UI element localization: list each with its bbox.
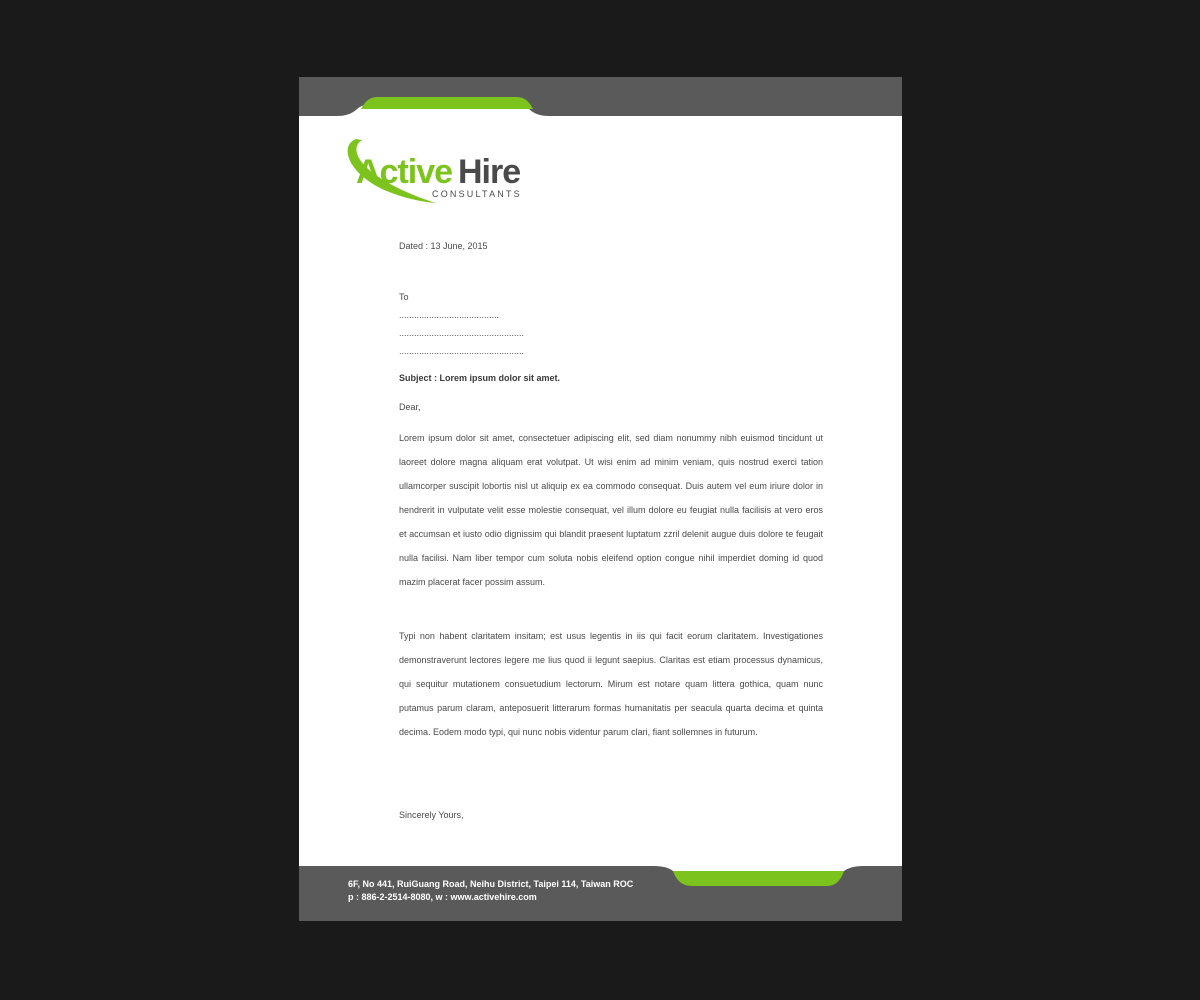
to-label: To: [399, 292, 409, 302]
letter-salutation: Dear,: [399, 402, 421, 412]
letterhead-page: [299, 77, 902, 921]
address-line: ..................................................: [399, 328, 525, 338]
footer-address: 6F, No 441, RuiGuang Road, Neihu District, Taipei 114, Taiwan ROC: [348, 879, 634, 889]
letter-paragraph: Lorem ipsum dolor sit amet, consectetuer adipiscing elit, sed diam nonummy nibh euismod tincidunt ut laoreet dolore magna aliquam erat volutpat. Ut wisi enim ad minim veniam, quis nostrud exerci tation ullamcorper suscipit lobortis nisl ut aliquip ex ea commodo consequat. Duis autem vel eum iriure dolor in hendrerit in vulputate velit esse molestie consequat, vel illum dolore eu feugiat nulla facilisis at vero eros et accumsan et iusto odio dignissim qui blandit praesent luptatum zzril delenit augue duis dolore te feugait nulla facilisi. Nam liber tempor cum soluta nobis eleifend option congue nihil imperdiet doming id quod mazim placerat facer possim assum.: [399, 433, 823, 587]
recipient-block: [399, 288, 524, 360]
letter-paragraph: Typi non habent claritatem insitam; est usus legentis in iis qui facit eorum claritatem. Investigationes demonstraverunt lectores legere me lius quod ii legunt saepius. Claritas est etiam processus dynamicus, qui sequitur mutationem consuetudium lectorum. Mirum est notare quam littera gothica, quam nunc putamus parum claram, anteposuerit litterarum formas humanitatis per seacula quarta decima et quinta decima. Eodem modo typi, qui nunc nobis videntur parum clari, fiant sollemnes in futurum.: [399, 631, 823, 737]
footer-green-tab: [673, 871, 844, 886]
letter-closing: Sincerely Yours,: [399, 810, 464, 820]
logo-word-active: Active: [356, 153, 453, 191]
logo-word-hire: Hire: [458, 153, 521, 191]
letter-subject: Subject : Lorem ipsum dolor sit amet.: [399, 373, 561, 383]
address-line: ........................................: [399, 310, 500, 320]
header-band: [299, 77, 902, 116]
footer-contact: [348, 878, 633, 904]
header-green-tab: [361, 97, 533, 109]
logo-tagline: CONSULTANTS: [432, 189, 522, 199]
letter-date: Dated : 13 June, 2015: [399, 241, 488, 251]
address-line: ..................................................: [399, 346, 525, 356]
activehire-logo: [344, 137, 544, 207]
footer-phone-web: p : 886-2-2514-8080, w : www.activehire.com: [348, 892, 537, 902]
